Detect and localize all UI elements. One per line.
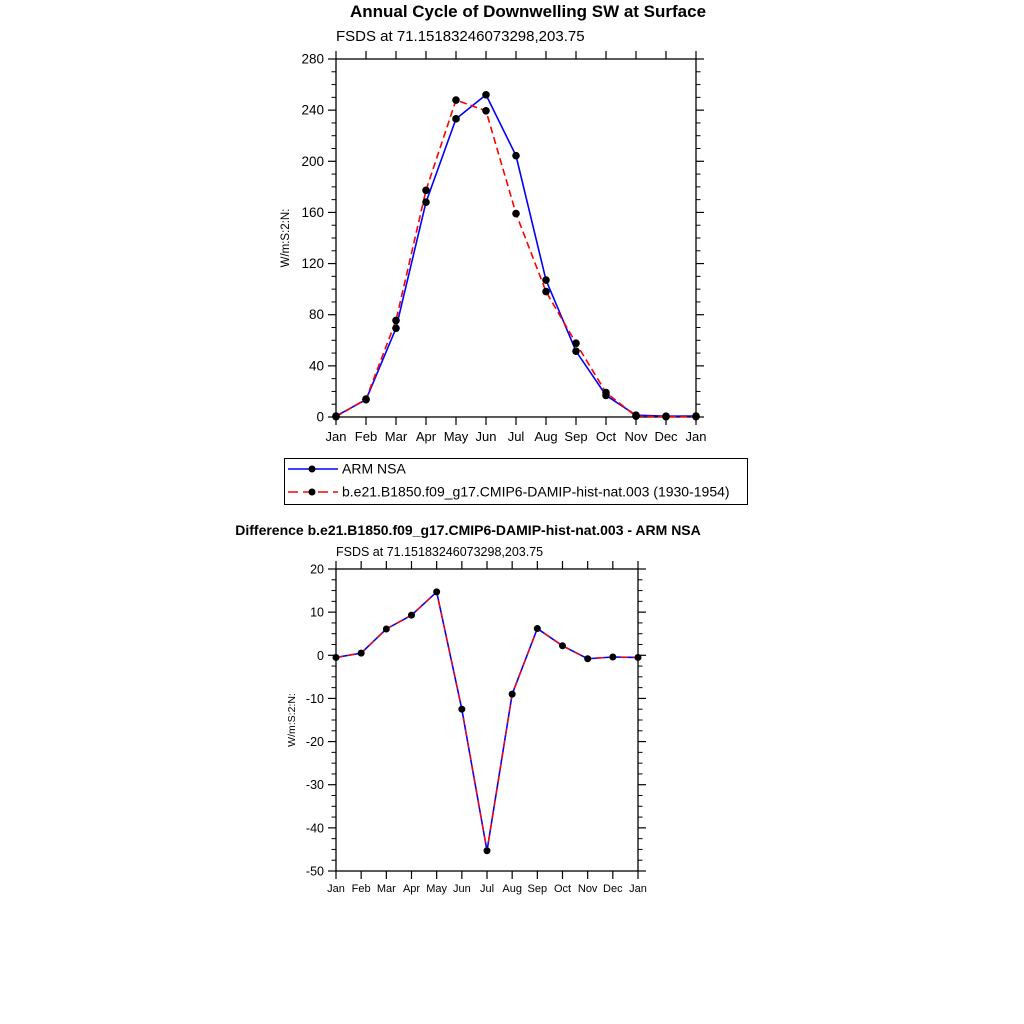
legend-marker-icon (309, 489, 316, 496)
data-point-marker (534, 625, 541, 632)
x-tick-label: May (443, 429, 469, 444)
y-tick-label: 80 (308, 307, 324, 323)
data-point-marker (333, 654, 340, 661)
difference-title: Difference b.e21.B1850.f09_g17.CMIP6-DAMIP-hist-nat.003 - ARM NSA (235, 522, 701, 538)
data-point-marker (542, 276, 550, 284)
legend-label-model: b.e21.B1850.f09_g17.CMIP6-DAMIP-hist-nat.003 (1930-1954) (342, 483, 730, 500)
x-tick-label: Dec (654, 429, 678, 444)
data-point-marker (358, 650, 365, 657)
y-tick-label: 120 (301, 256, 324, 272)
difference-chart (250, 558, 690, 908)
annual-cycle-subtitle: FSDS at 71.15183246073298,203.75 (336, 28, 585, 45)
data-point-marker (559, 642, 566, 649)
data-point-marker (452, 96, 460, 104)
data-point-marker (392, 324, 400, 332)
x-tick-label: Aug (502, 883, 522, 895)
x-tick-label: Oct (595, 429, 617, 444)
y-tick-label: -50 (305, 864, 324, 879)
x-tick-label: Oct (553, 883, 572, 895)
x-tick-label: Sep (527, 883, 548, 895)
y-axis-title: W/m:S:2:N: (280, 208, 292, 268)
x-tick-label: Jan (685, 429, 707, 444)
y-tick-label: 40 (308, 358, 324, 374)
y-tick-label: -30 (305, 778, 324, 793)
x-tick-label: Apr (415, 429, 437, 444)
series-line (336, 592, 638, 851)
data-point-marker (458, 706, 465, 713)
x-tick-label: Jan (325, 429, 347, 444)
data-point-marker (392, 317, 400, 325)
data-point-marker (482, 107, 490, 115)
y-tick-label: 10 (310, 605, 324, 620)
x-tick-label: Dec (603, 883, 623, 895)
data-point-marker (542, 288, 550, 296)
difference-subtitle: FSDS at 71.15183246073298,203.75 (336, 545, 544, 559)
data-point-marker (509, 691, 516, 698)
y-tick-label: -40 (305, 821, 324, 836)
data-point-marker (662, 413, 670, 421)
data-point-marker (632, 412, 640, 420)
series-line-overlay (336, 592, 638, 851)
data-point-marker (422, 187, 430, 195)
annual-cycle-chart (250, 45, 750, 457)
x-tick-label: Mar (384, 429, 408, 444)
x-tick-label: Jul (507, 429, 525, 444)
y-axis-title: W/m:S:2:N: (286, 693, 298, 747)
x-tick-label: Jan (327, 883, 345, 895)
x-tick-label: Apr (402, 883, 421, 895)
data-point-marker (609, 654, 616, 661)
data-point-marker (692, 413, 700, 421)
data-point-marker (635, 654, 642, 661)
y-tick-label: 0 (316, 409, 324, 425)
data-point-marker (572, 347, 580, 355)
data-point-marker (452, 115, 460, 123)
axis-frame (336, 569, 638, 871)
data-point-marker (584, 655, 591, 662)
x-tick-label: Mar (376, 883, 396, 895)
legend-label-arm-nsa: ARM NSA (342, 460, 406, 477)
x-tick-label: Aug (534, 429, 558, 444)
x-tick-label: Nov (624, 429, 648, 444)
data-point-marker (512, 152, 520, 160)
series-line (336, 95, 696, 416)
x-tick-label: May (426, 883, 448, 895)
y-tick-label: 0 (317, 648, 324, 663)
x-tick-label: Jul (479, 883, 495, 895)
data-point-marker (602, 389, 610, 397)
x-tick-label: Jun (452, 883, 471, 895)
data-point-marker (383, 625, 390, 632)
data-point-marker (422, 198, 430, 206)
y-tick-label: 240 (301, 102, 324, 118)
x-tick-label: Feb (351, 883, 371, 895)
series-line (336, 100, 696, 417)
legend-marker-icon (309, 466, 316, 473)
y-tick-label: 160 (301, 204, 324, 220)
data-point-marker (482, 91, 490, 99)
data-point-marker (362, 395, 370, 403)
y-tick-label: -20 (305, 735, 324, 750)
legend (284, 458, 748, 505)
y-tick-label: -10 (305, 691, 324, 706)
data-point-marker (433, 588, 440, 595)
data-point-marker (484, 847, 491, 854)
data-point-marker (512, 210, 520, 218)
x-tick-label: Jun (475, 429, 497, 444)
x-tick-label: Jan (629, 883, 647, 895)
y-tick-label: 20 (310, 562, 324, 577)
annual-cycle-title: Annual Cycle of Downwelling SW at Surface (349, 2, 707, 21)
axis-frame (336, 59, 696, 417)
x-tick-label: Sep (564, 429, 588, 444)
data-point-marker (332, 413, 340, 421)
y-tick-label: 200 (301, 153, 324, 169)
x-tick-label: Feb (354, 429, 378, 444)
y-tick-label: 280 (301, 51, 324, 67)
data-point-marker (408, 612, 415, 619)
data-point-marker (572, 339, 580, 347)
x-tick-label: Nov (577, 883, 598, 895)
